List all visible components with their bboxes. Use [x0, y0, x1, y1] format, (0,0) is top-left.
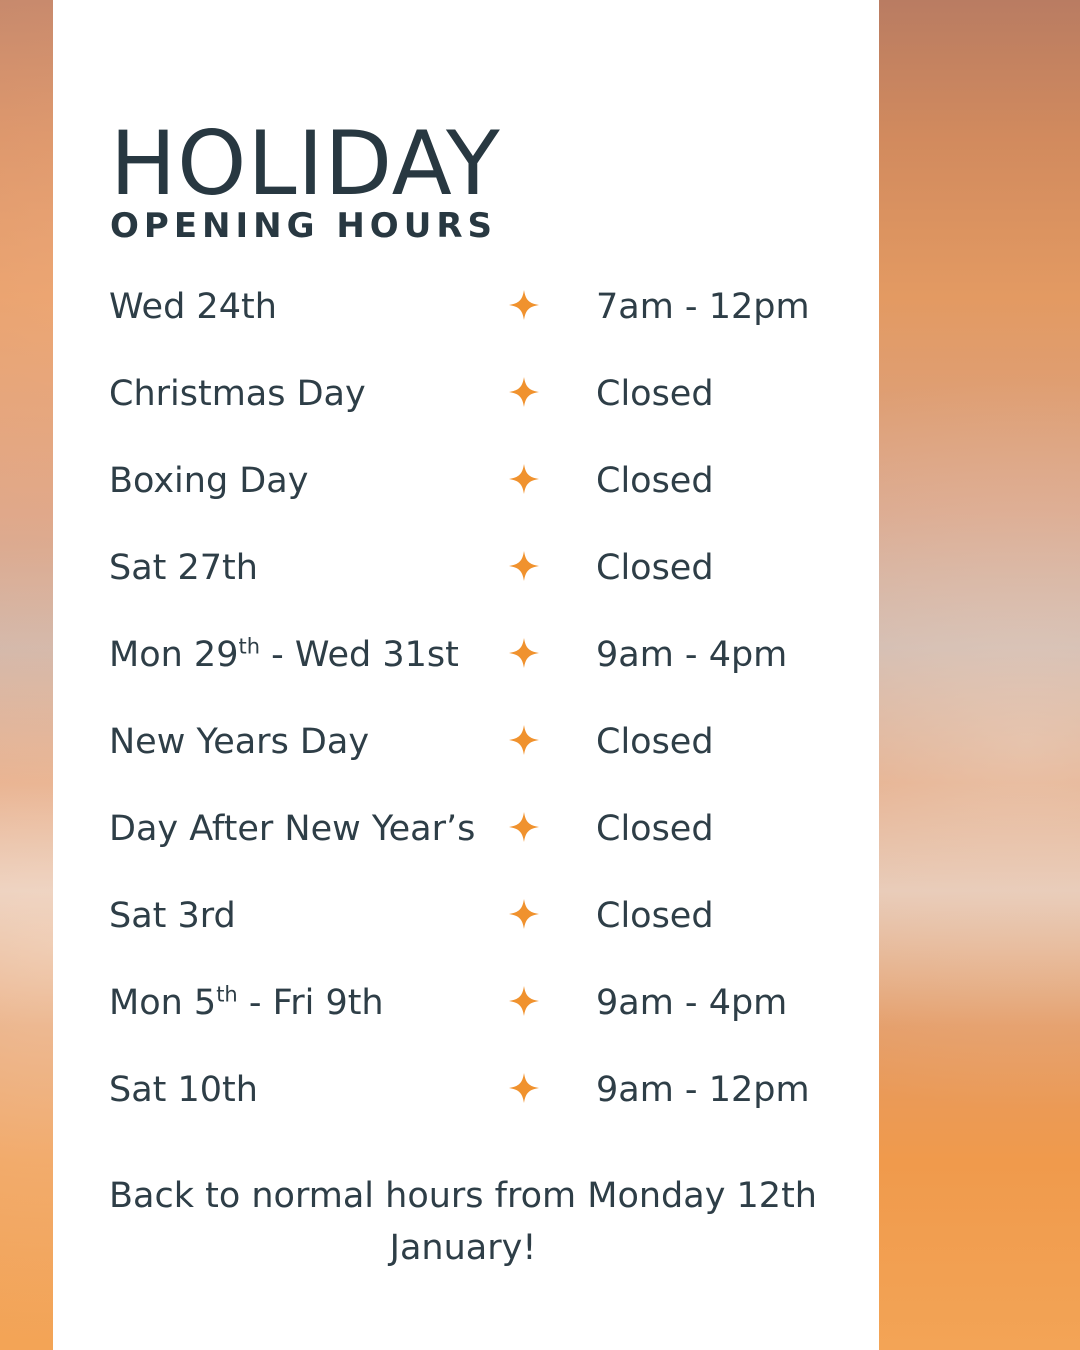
row-day: Boxing Day	[109, 461, 309, 501]
hours-row	[53, 873, 879, 960]
hours-row	[53, 786, 879, 873]
four-point-star-icon	[508, 376, 540, 408]
hours-row	[53, 351, 879, 438]
row-day: Christmas Day	[109, 374, 366, 414]
footer-note: Back to normal hours from Monday 12th January!	[109, 1176, 817, 1268]
four-point-star-icon	[508, 550, 540, 582]
row-hours: Closed	[596, 374, 714, 414]
row-hours: 9am - 12pm	[596, 1070, 810, 1110]
four-point-star-icon	[508, 898, 540, 930]
four-point-star-icon	[508, 463, 540, 495]
four-point-star-icon	[508, 289, 540, 321]
hours-list	[53, 264, 879, 1134]
row-day-start: Mon 29	[109, 635, 239, 675]
row-hours: 9am - 4pm	[596, 983, 788, 1023]
page-subtitle: OPENING HOURS	[110, 206, 497, 246]
row-hours: 9am - 4pm	[596, 635, 788, 675]
row-hours: 7am - 12pm	[596, 287, 810, 327]
four-point-star-icon	[508, 811, 540, 843]
hours-row	[53, 525, 879, 612]
four-point-star-icon	[508, 1072, 540, 1104]
four-point-star-icon	[508, 724, 540, 756]
hours-row	[53, 699, 879, 786]
row-day: Sat 10th	[109, 1070, 258, 1110]
ordinal-suffix: th	[238, 634, 261, 659]
row-hours: Closed	[596, 809, 714, 849]
row-day: Sat 27th	[109, 548, 258, 588]
row-day-start: Mon 5	[109, 983, 217, 1023]
hours-row	[53, 1047, 879, 1134]
row-hours: Closed	[596, 722, 714, 762]
row-day: Wed 24th	[109, 287, 277, 327]
row-day: Day After New Year’s	[109, 809, 476, 849]
row-day: New Years Day	[109, 722, 370, 762]
row-day	[109, 632, 459, 678]
hours-row	[53, 264, 879, 351]
hours-row	[53, 612, 879, 699]
hours-row	[53, 960, 879, 1047]
row-day-end: - Wed 31st	[260, 635, 459, 675]
row-hours: Closed	[596, 461, 714, 501]
ordinal-suffix: th	[216, 982, 238, 1007]
row-hours: Closed	[596, 548, 714, 588]
four-point-star-icon	[508, 985, 540, 1017]
row-hours: Closed	[596, 896, 714, 936]
row-day: Sat 3rd	[109, 896, 236, 936]
page-title: HOLIDAY	[110, 112, 501, 215]
row-day	[109, 980, 384, 1026]
row-day-end: - Fri 9th	[237, 983, 384, 1023]
hours-card	[53, 0, 879, 1350]
hours-row	[53, 438, 879, 525]
four-point-star-icon	[508, 637, 540, 669]
